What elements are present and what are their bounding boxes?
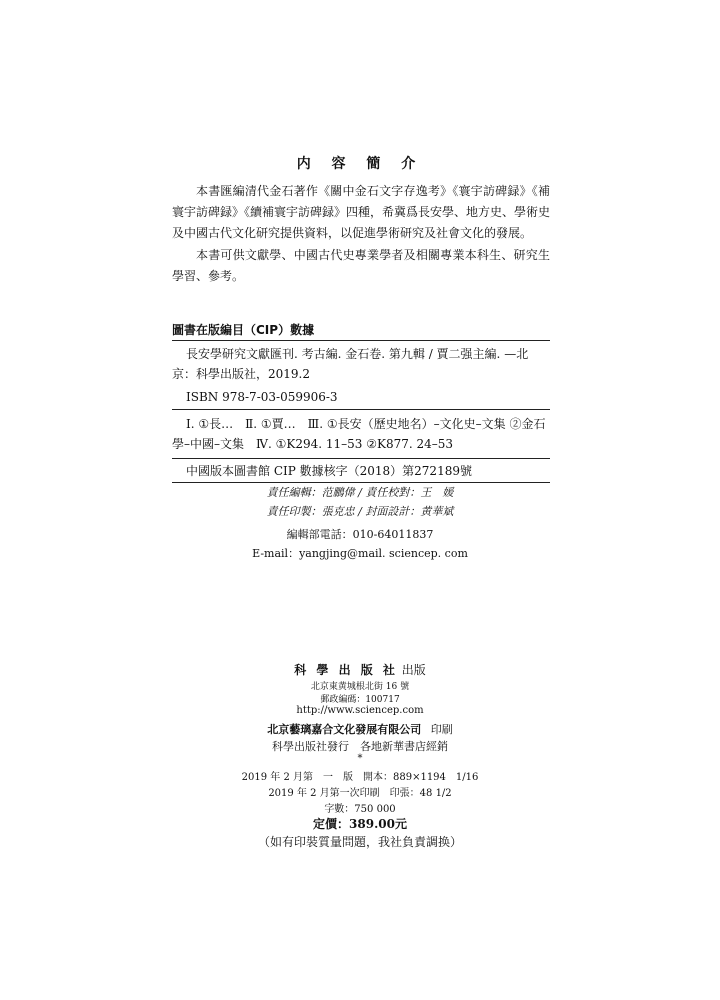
cip-entry: 長安學研究文獻匯刊. 考古編. 金石卷. 第九輯 / 賈二强主編. —北京：科學出版社，2019.2 (172, 347, 529, 381)
editorial-phone: 編輯部電話：010-64011837 (286, 528, 434, 541)
publisher-website: http://www.sciencep.com (296, 705, 424, 716)
word-count: 字數：750 000 (324, 804, 396, 815)
publisher-postcode: 郵政編碼：100717 (320, 695, 400, 705)
edition-line: 2019 年 2 月第 一 版 開本：889×1194 1/16 (241, 772, 479, 783)
summary-paragraph-2: 本書可供文獻學、中國古代史專業學者及相關專業本科生、研究生學習、參考。 (172, 248, 550, 283)
cip-divider-top (172, 340, 550, 341)
cip-divider-bottom (172, 482, 550, 483)
publisher-suffix: 出版 (401, 663, 426, 677)
staff-line-2: 責任印製：張克忠 / 封面設計：黄華斌 (266, 505, 454, 518)
price-value: 389.00元 (349, 817, 407, 831)
separator-star: * (357, 753, 363, 764)
cip-divider-lower (172, 458, 550, 459)
cip-divider-mid (172, 409, 550, 410)
cip-classification: Ⅰ. ①長… Ⅱ. ①賈… Ⅲ. ①長安（歷史地名）–文化史–文集 ②金石學–中國–文集 Ⅳ. ①K294. 11–53 ②K877. 24–53 (172, 417, 546, 451)
distribution-line: 科學出版社發行 各地新華書店經銷 (272, 740, 448, 753)
cip-verification: 中國版本圖書館 CIP 數據核字（2018）第272189號 (186, 464, 472, 478)
printing-line: 2019 年 2 月第一次印刷 印張：48 1/2 (268, 788, 452, 799)
price-label: 定價： (313, 817, 350, 831)
publisher-line (0, 661, 720, 678)
staff-line-1: 責任編輯：范鵬偉 / 責任校對：王 媛 (266, 486, 454, 499)
publisher-address: 北京東黄城根北街 16 號 (310, 682, 410, 692)
cip-isbn: ISBN 978-7-03-059906-3 (186, 390, 338, 404)
cip-heading: 圖書在版編目（CIP）數據 (172, 323, 315, 337)
price-line (0, 815, 720, 832)
printer-suffix: 印刷 (430, 723, 453, 736)
summary-title: 内 容 簡 介 (296, 156, 424, 172)
publisher-logo: 科 學 出 版 社 (294, 663, 398, 677)
summary-paragraph-1: 本書匯編清代金石著作《關中金石文字存逸考》《寰宇訪碑録》《補寰宇訪碑録》《續補寰宇訪碑録》四種，希冀爲長安學、地方史、學術史及中國古代文化研究提供資料，以促進學術研究及社會文化的發展。 (172, 184, 551, 240)
printer-name: 北京藝璃嘉合文化發展有限公司 (267, 723, 422, 736)
printer-line (0, 721, 720, 737)
editorial-email: E-mail：yangjing@mail. sciencep. com (252, 547, 468, 560)
quality-note: （如有印裝質量問題，我社負責調换） (257, 835, 462, 849)
